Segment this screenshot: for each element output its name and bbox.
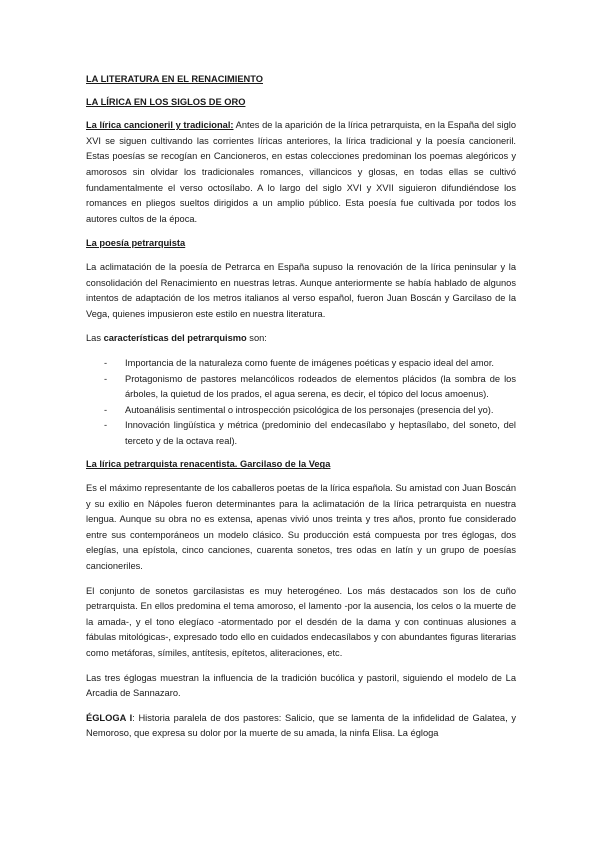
features-intro-bold: características del petrarquismo [103, 333, 247, 344]
paragraph-eglogas: Las tres églogas muestran la influencia de la tradición bucólica y pastoril, siguiendo el modelo de La Arcadia de Sannazaro. [86, 672, 516, 699]
features-intro-pre: Las [86, 333, 104, 344]
list-item-text: Protagonismo de pastores melancólicos rodeados de elementos plácidos (la sombra de los árboles, la quietud de los prados, el agua serena, es decir, el tópico del locus amoenus). [125, 373, 516, 400]
paragraph-text: Antes de la aparición de la lírica petrarquista, en la España del siglo XVI se siguen cultivando las corrientes líricas anteriores, la lírica tradicional y la poesía cancioneril. Estas poesías se recogían en Cancioneros, en estas colecciones predominan los poemas alegóricos y amorosos sin olvidar los tradicionales romances, villancicos y glosas, en todas ellas se cultivó fundamentalmente el verso octosílabo. A lo largo del siglo XVI y XVII siguieron difundiéndose los romances en pliegos sueltos dirigidos a un amplio público. Esta poesía fue cultivada por todos los autores cultos de la época. [86, 120, 516, 224]
dash-bullet: - [104, 373, 108, 384]
list-item-text: Importancia de la naturaleza como fuente de imágenes poéticas y espacio ideal del amor. [125, 357, 494, 368]
document-subtitle: LA LÍRICA EN LOS SIGLOS DE ORO [86, 96, 246, 107]
document-page [86, 72, 516, 751]
section-heading-poesia-petrarquista: La poesía petrarquista [86, 238, 186, 249]
paragraph-features-intro [86, 331, 516, 347]
dash-bullet: - [104, 404, 108, 415]
features-list [86, 356, 516, 450]
paragraph-lead: La lírica cancioneril y tradicional: [86, 120, 234, 131]
egloga-i-label: ÉGLOGA I [86, 712, 133, 723]
list-item [86, 403, 516, 419]
list-item [86, 372, 516, 403]
dash-bullet: - [104, 357, 108, 368]
dash-bullet: - [104, 420, 108, 431]
paragraph-lirica-cancioneril [86, 118, 516, 227]
paragraph-garcilaso-bio: Es el máximo representante de los caballeros poetas de la lírica española. Su amistad con Juan Boscán y su exilio en Nápoles fueron determinantes para la aclimatación de la lírica petrarquista en nuestra lengua. Aunque su obra no es extensa, apenas vivió unos treinta y tres años, pronto fue considerado entre sus contemporáneos un modelo clásico. Su producción está compuesta por tres églogas, dos elegías, una epístola, cinco canciones, cuarenta sonetos, tres odas en latín y un grupo de poesías cancioneriles. [86, 483, 516, 572]
document-title: LA LITERATURA EN EL RENACIMIENTO [86, 74, 263, 84]
egloga-i-text: : Historia paralela de dos pastores: Salicio, que se lamenta de la infidelidad de Galatea, y Nemoroso, que expresa su dolor por la muerte de su amada, la ninfa Elisa. La égloga [86, 712, 516, 739]
section-heading-garcilaso: La lírica petrarquista renacentista. Garcilaso de la Vega [86, 459, 331, 470]
list-item-text: Innovación lingüística y métrica (predominio del endecasílabo y heptasílabo, del soneto, del terceto y de la octava real). [125, 420, 516, 446]
paragraph-aclimatacion: La aclimatación de la poesía de Petrarca en España supuso la renovación de la lírica peninsular y la consolidación del Renacimiento en nuestras letras. Aunque anteriormente se había hablado de algunos intentos de adaptación de los metros italianos al verso español, fueron Juan Boscán y Garcilaso de la Vega, quienes impusieron este estilo en nuestra literatura. [86, 261, 516, 319]
list-item [86, 356, 516, 372]
paragraph-egloga-i [86, 711, 516, 742]
list-item-text: Autoanálisis sentimental o introspección psicológica de los personajes (presencia del yo). [125, 404, 494, 415]
paragraph-sonetos: El conjunto de sonetos garcilasistas es muy heterogéneo. Los más destacados son los de cuño petrarquista. En ellos predomina el tema amoroso, el lamento -por la ausencia, los celos o la muerte de la amada-, y el tono elegíaco -atormentado por el desdén de la dama y con continuas alusiones a fábulas mitológicas-, expresado todo ello en cuidados endecasílabos y con abundantes figuras literarias como metáforas, símiles, antítesis, epítetos, aliteraciones, etc. [86, 585, 516, 658]
list-item [86, 418, 516, 449]
features-intro-post: son: [246, 333, 267, 344]
